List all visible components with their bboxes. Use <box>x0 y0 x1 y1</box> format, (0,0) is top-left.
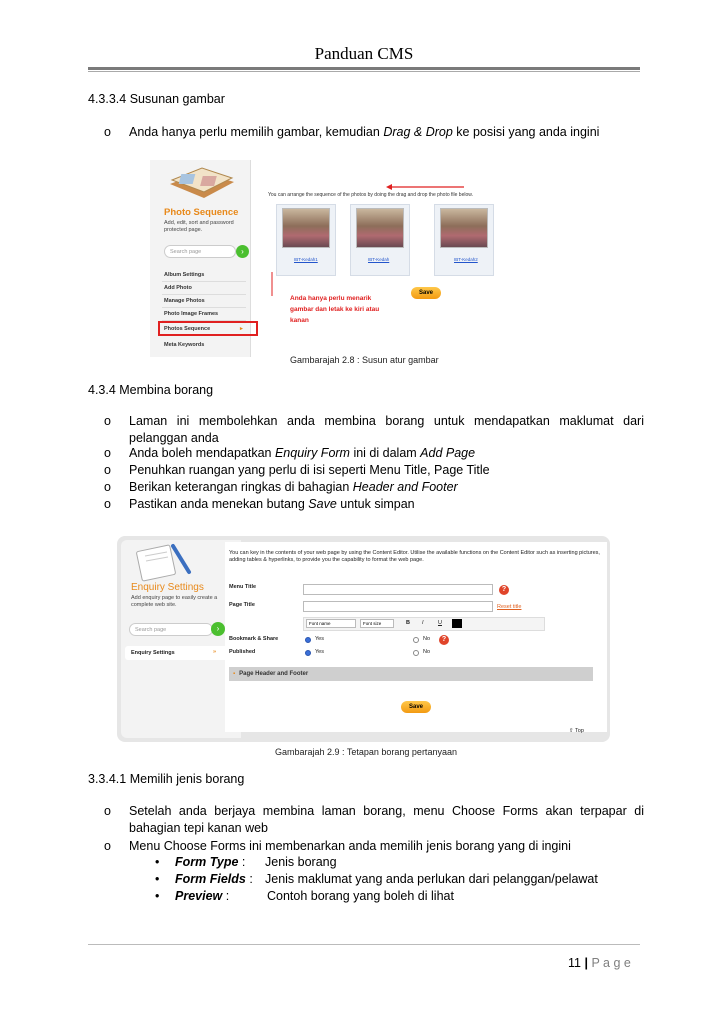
list-text: Penuhkan ruangan yang perlu di isi seperti Menu Title, Page Title <box>129 463 490 477</box>
panel-title: Enquiry Settings <box>131 582 204 593</box>
instruction-text: You can arrange the sequence of the photos by doing the drag and drop the photo file below. <box>268 192 473 198</box>
list-text: Berikan keterangan ringkas di bahagian Header and Footer <box>129 480 458 494</box>
arrow-left-icon <box>386 184 466 190</box>
photo-link[interactable]: IBT-Kedah <box>368 257 390 262</box>
save-button[interactable]: Save <box>401 701 431 713</box>
sub-desc: Contoh borang yang boleh di lihat <box>267 889 454 903</box>
highlight-box <box>158 321 258 336</box>
figure-caption: Gambarajah 2.8 : Susun atur gambar <box>290 355 439 365</box>
search-input[interactable]: Search page <box>164 245 236 258</box>
section-header-label: Page Header and Footer <box>239 671 309 677</box>
list-text: Menu Choose Forms ini membenarkan anda memilih jenis borang yang di ingini <box>129 839 571 853</box>
page-number: 11 | P a g e <box>568 956 631 970</box>
menu-item-photo-image-frames[interactable]: Photo Image Frames <box>164 311 219 317</box>
bullet-dot: • <box>155 855 160 869</box>
list-item <box>104 803 644 837</box>
footer-rule <box>88 944 640 945</box>
list-bullet: o <box>104 125 111 139</box>
search-go-icon[interactable]: › <box>211 622 225 636</box>
help-icon[interactable]: ? <box>439 635 449 645</box>
arrow-up-icon: ⇧ <box>569 728 574 734</box>
sub-desc: Jenis maklumat yang anda perlukan dari pelanggan/pelawat <box>265 872 598 886</box>
list-text: Anda hanya perlu memilih gambar, kemudian Drag & Drop ke posisi yang anda ingini <box>129 125 600 139</box>
save-button[interactable]: Save <box>411 287 441 299</box>
arrow-indicator-icon <box>260 270 280 298</box>
header-rule-thin <box>88 71 640 72</box>
expand-icon: ▪ <box>233 671 236 677</box>
divider <box>162 307 246 308</box>
reset-title-link[interactable]: Reset title <box>497 604 522 610</box>
sub-desc: Jenis borang <box>265 855 337 869</box>
list-text: Setelah anda berjaya membina laman borang, menu Choose Forms akan terpapar di bahagian tepi kanan web <box>129 804 644 835</box>
bookmark-yes-radio[interactable] <box>305 637 311 643</box>
menu-item-enquiry-settings[interactable] <box>125 646 229 660</box>
menu-item-label: Enquiry Settings <box>131 650 175 656</box>
sidebar <box>121 540 241 738</box>
photo-thumbnail[interactable] <box>356 208 404 248</box>
panel-description: Add, edit, sort and password protected page. <box>164 220 234 233</box>
divider <box>162 294 246 295</box>
published-yes-radio[interactable] <box>305 650 311 656</box>
list-bullet: o <box>104 414 111 428</box>
search-go-icon[interactable]: › <box>236 245 249 258</box>
list-bullet: o <box>104 497 111 511</box>
photo-sequence-screenshot <box>150 160 573 357</box>
annotation-line: Anda hanya perlu menarik <box>290 295 372 302</box>
notebook-pen-icon <box>133 542 195 582</box>
yes-label: Yes <box>315 649 324 655</box>
editor-toolbar <box>303 617 545 631</box>
album-book-icon <box>166 164 238 206</box>
search-input[interactable]: Search page <box>129 623 213 636</box>
section-heading: 4.3.4 Membina borang <box>88 383 214 397</box>
photo-link[interactable]: IBT-Kedah1 <box>294 257 318 262</box>
yes-label: Yes <box>315 636 324 642</box>
font-name-select[interactable]: Font name <box>306 619 356 628</box>
color-swatch[interactable] <box>452 619 462 628</box>
photo-link[interactable]: IBT-Kedah2 <box>454 257 478 262</box>
menu-title-label: Menu Title <box>229 584 257 590</box>
page-title-label: Page Title <box>229 602 255 608</box>
list-item <box>104 462 644 479</box>
arrow-right-icon: ▸ <box>240 326 243 332</box>
list-item <box>104 124 644 141</box>
menu-item-album-settings[interactable]: Album Settings <box>164 272 205 278</box>
list-bullet: o <box>104 804 111 818</box>
header-rule <box>88 67 640 70</box>
menu-title-input[interactable] <box>303 584 493 595</box>
no-label: No <box>423 636 431 642</box>
page-title-input[interactable] <box>303 601 493 612</box>
italic-button[interactable]: I <box>422 620 424 626</box>
menu-item-manage-photos[interactable]: Manage Photos <box>164 298 205 304</box>
panel-description: Add enquiry page to easily create a complete web site. <box>131 595 218 608</box>
list-text: Anda boleh mendapatkan Enquiry Form ini di dalam Add Page <box>129 446 476 460</box>
help-icon[interactable]: ? <box>499 585 509 595</box>
list-bullet: o <box>104 446 111 460</box>
annotation-line: kanan <box>290 317 309 324</box>
section-heading: 3.3.4.1 Memilih jenis borang <box>88 772 245 786</box>
intro-text: You can key in the contents of your web page by using the Content Editor. Utilise the available functions on the Content Editor such as inserting pictures, adding tables & hyperlinks, to provide you the capability to format the web page. <box>229 550 600 563</box>
list-item <box>104 445 644 462</box>
annotation-line: gambar dan letak ke kiri atau <box>290 306 380 313</box>
list-text: Laman ini membolehkan anda membina borang untuk mendapatkan maklumat dari pelanggan anda <box>129 414 644 445</box>
figure-caption: Gambarajah 2.9 : Tetapan borang pertanyaan <box>275 747 457 757</box>
photo-thumbnail[interactable] <box>440 208 488 248</box>
list-text: Pastikan anda menekan butang Save untuk simpan <box>129 497 415 511</box>
menu-item-meta-keywords[interactable]: Meta Keywords <box>164 342 205 348</box>
back-to-top-link[interactable] <box>569 728 584 734</box>
list-bullet: o <box>104 463 111 477</box>
list-item <box>104 496 644 513</box>
bold-button[interactable]: B <box>406 620 410 626</box>
list-bullet: o <box>104 480 111 494</box>
section-heading: 4.3.3.4 Susunan gambar <box>88 92 225 106</box>
divider <box>162 281 246 282</box>
list-item <box>104 413 644 447</box>
arrow-right-icon: » <box>213 649 217 655</box>
page-header-title: Panduan CMS <box>314 44 414 63</box>
list-item <box>104 479 644 496</box>
published-label: Published <box>229 649 256 655</box>
underline-button[interactable]: U <box>438 620 442 626</box>
top-label: Top <box>575 728 584 734</box>
photo-thumbnail[interactable] <box>282 208 330 248</box>
enquiry-settings-screenshot <box>117 536 610 742</box>
published-no-radio[interactable] <box>413 650 419 656</box>
list-bullet: o <box>104 839 111 853</box>
font-size-select[interactable]: Font size <box>360 619 394 628</box>
bullet-dot: • <box>155 889 160 903</box>
no-label: No <box>423 649 431 655</box>
menu-item-add-photo[interactable]: Add Photo <box>164 285 192 291</box>
list-item <box>104 838 644 855</box>
menu-item-photos-sequence[interactable]: Photos Sequence <box>164 326 211 332</box>
bookmark-no-radio[interactable] <box>413 637 419 643</box>
panel-title: Photo Sequence <box>164 207 239 218</box>
bullet-dot: • <box>155 872 160 886</box>
bookmark-share-label: Bookmark & Share <box>229 636 279 642</box>
page-header-footer-section[interactable] <box>229 667 593 681</box>
